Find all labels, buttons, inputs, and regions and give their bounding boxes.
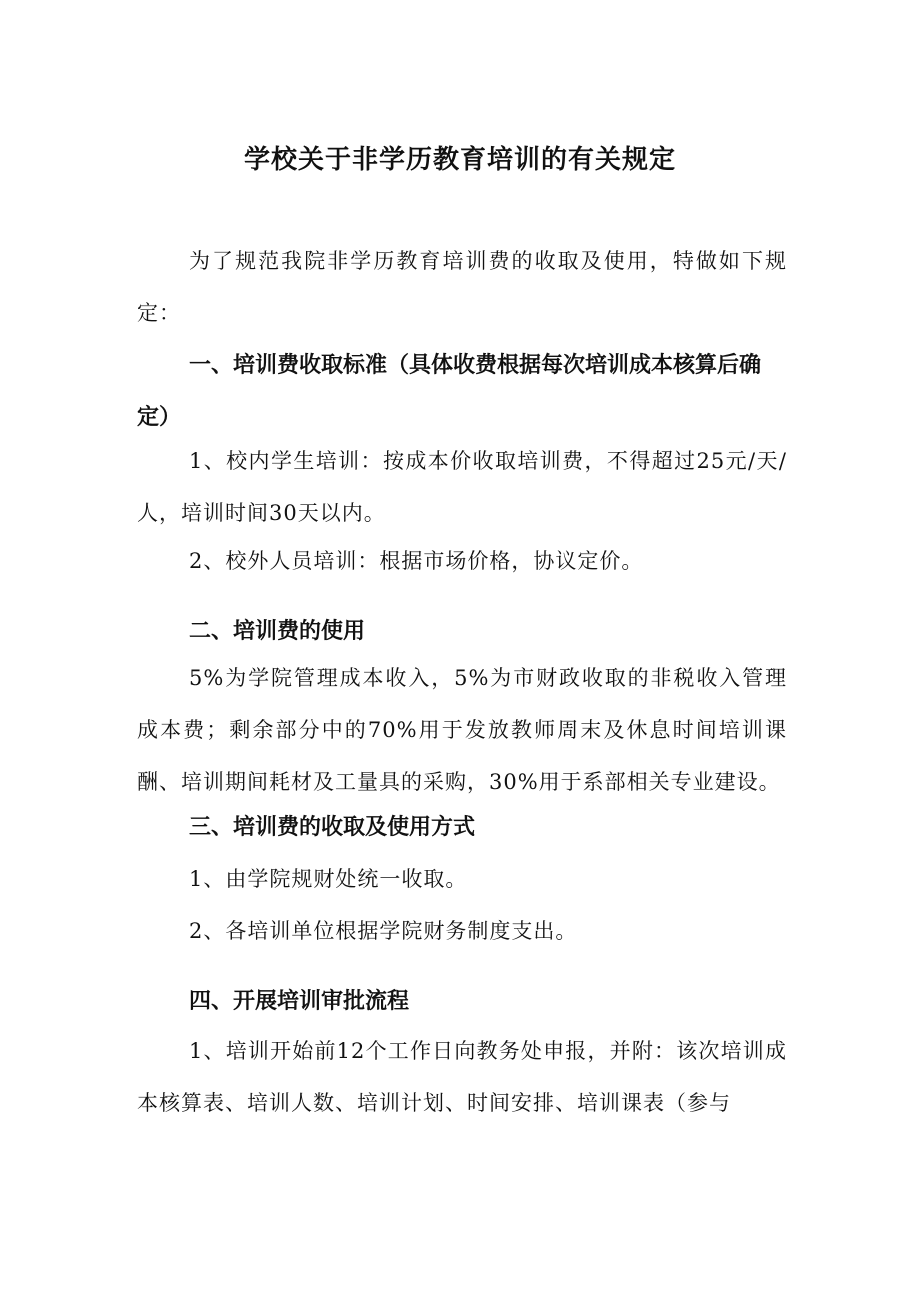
section-2-heading: 二、培训费的使用 [189,619,366,644]
section-1-item-2: 2、校外人员培训：根据市场价格，协议定价。 [189,549,644,573]
section-3-heading: 三、培训费的收取及使用方式 [189,815,476,840]
section-1-item-1: 1、校内学生培训：按成本价收取培训费，不得超过25元/天/人，培训时间30天以内。 [137,449,787,525]
intro-paragraph: 为了规范我院非学历教育培训费的收取及使用，特做如下规定： [137,249,787,325]
section-4-item-1: 1、培训开始前12个工作日向教务处申报，并附：该次培训成本核算表、培训人数、培训计划、时间安排、培训课表（参与 [137,1039,787,1115]
section-2-paragraph: 5%为学院管理成本收入，5%为市财政收取的非税收入管理成本费；剩余部分中的70%用于发放教师周末及休息时间培训课酬、培训期间耗材及工量具的采购，30%用于系部相关专业建设。 [137,666,787,794]
document-title: 学校关于非学历教育培训的有关规定 [243,145,676,175]
section-4-heading: 四、开展培训审批流程 [189,989,410,1014]
section-1-heading: 一、培训费收取标准（具体收费根据每次培训成本核算后确定） [137,353,762,430]
section-3-item-1: 1、由学院规财处统一收取。 [189,867,468,891]
section-3-item-2: 2、各培训单位根据学院财务制度支出。 [189,919,578,943]
